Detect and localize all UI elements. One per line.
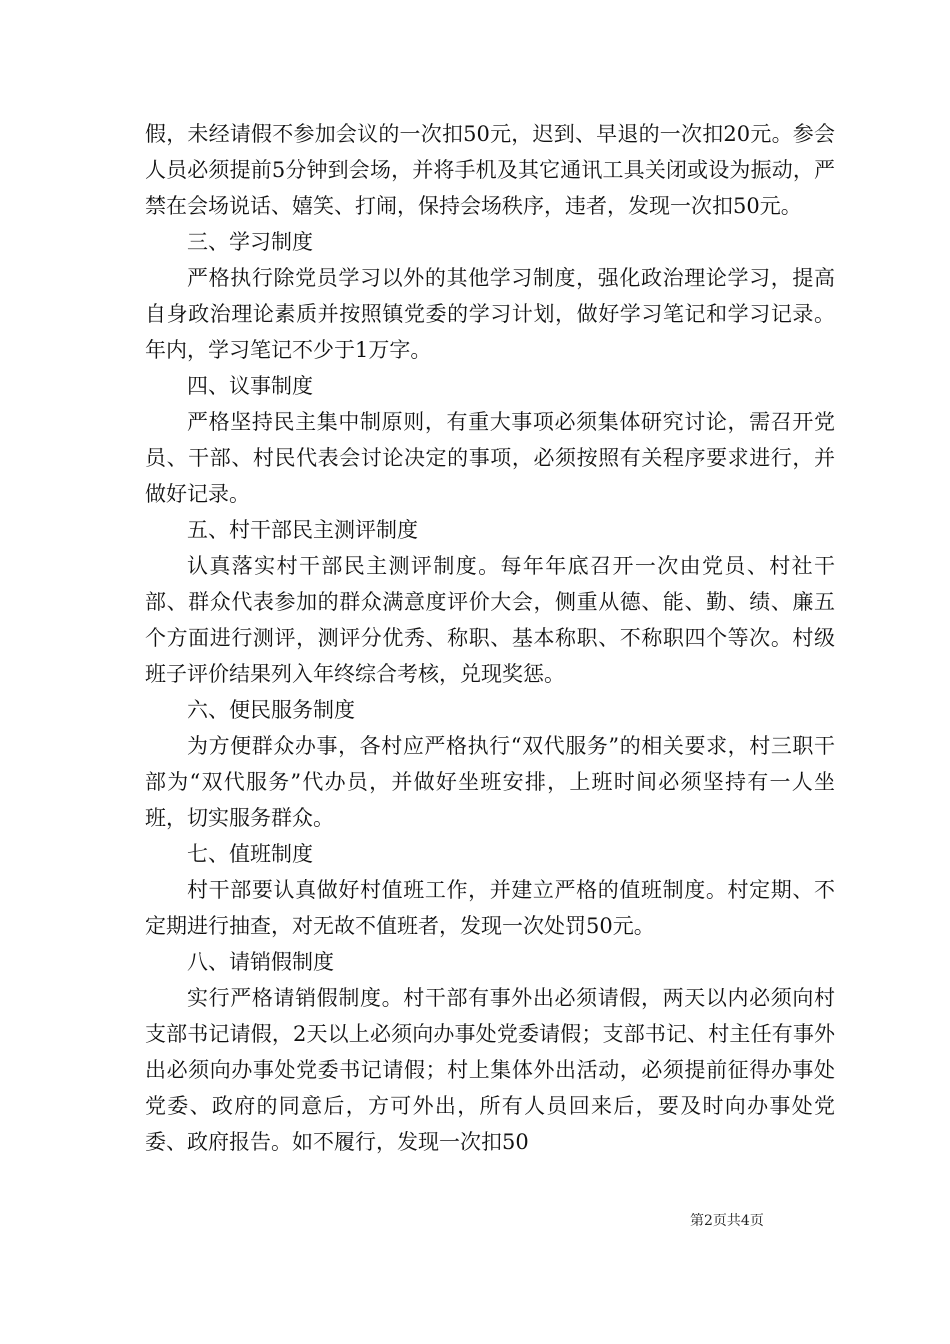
document-body (145, 116, 835, 1160)
heading-study-system: 三、学习制度 (187, 230, 313, 254)
paragraph-study-system: 严格执行除党员学习以外的其他学习制度，强化政治理论学习，提高自身政治理论素质并按照镇党委的学习计划，做好学习笔记和学习记录。年内，学习笔记不少于1万字。 (145, 266, 835, 362)
heading-leave-system: 八、请销假制度 (187, 950, 334, 974)
page-number-footer: 第2页共4页 (690, 1213, 764, 1229)
paragraph-deliberation-system: 严格坚持民主集中制原则，有重大事项必须集体研究讨论，需召开党员、干部、村民代表会讨论决定的事项，必须按照有关程序要求进行，并做好记录。 (145, 410, 835, 506)
heading-service-system: 六、便民服务制度 (187, 698, 355, 722)
paragraph-meeting-continued: 假，未经请假不参加会议的一次扣50元，迟到、早退的一次扣20元。参会人员必须提前5分钟到会场，并将手机及其它通讯工具关闭或设为振动，严禁在会场说话、嬉笑、打闹，保持会场秩序，违者，发现一次扣50元。 (145, 122, 835, 218)
paragraph-duty-system: 村干部要认真做好村值班工作，并建立严格的值班制度。村定期、不定期进行抽查，对无故不值班者，发现一次处罚50元。 (145, 878, 835, 938)
paragraph-leave-system: 实行严格请销假制度。村干部有事外出必须请假，两天以内必须向村支部书记请假，2天以上必须向办事处党委请假；支部书记、村主任有事外出必须向办事处党委书记请假；村上集体外出活动，必须提前征得办事处党委、政府的同意后，方可外出，所有人员回来后，要及时向办事处党委、政府报告。如不履行，发现一次扣50 (145, 986, 835, 1154)
paragraph-service-system: 为方便群众办事，各村应严格执行“双代服务”的相关要求，村三职干部为“双代服务”代办员，并做好坐班安排，上班时间必须坚持有一人坐班，切实服务群众。 (145, 734, 835, 830)
heading-duty-system: 七、值班制度 (187, 842, 313, 866)
heading-deliberation-system: 四、议事制度 (187, 374, 313, 398)
heading-evaluation-system: 五、村干部民主测评制度 (187, 518, 418, 542)
paragraph-evaluation-system: 认真落实村干部民主测评制度。每年年底召开一次由党员、村社干部、群众代表参加的群众满意度评价大会，侧重从德、能、勤、绩、廉五个方面进行测评，测评分优秀、称职、基本称职、不称职四个等次。村级班子评价结果列入年终综合考核，兑现奖惩。 (145, 554, 835, 686)
